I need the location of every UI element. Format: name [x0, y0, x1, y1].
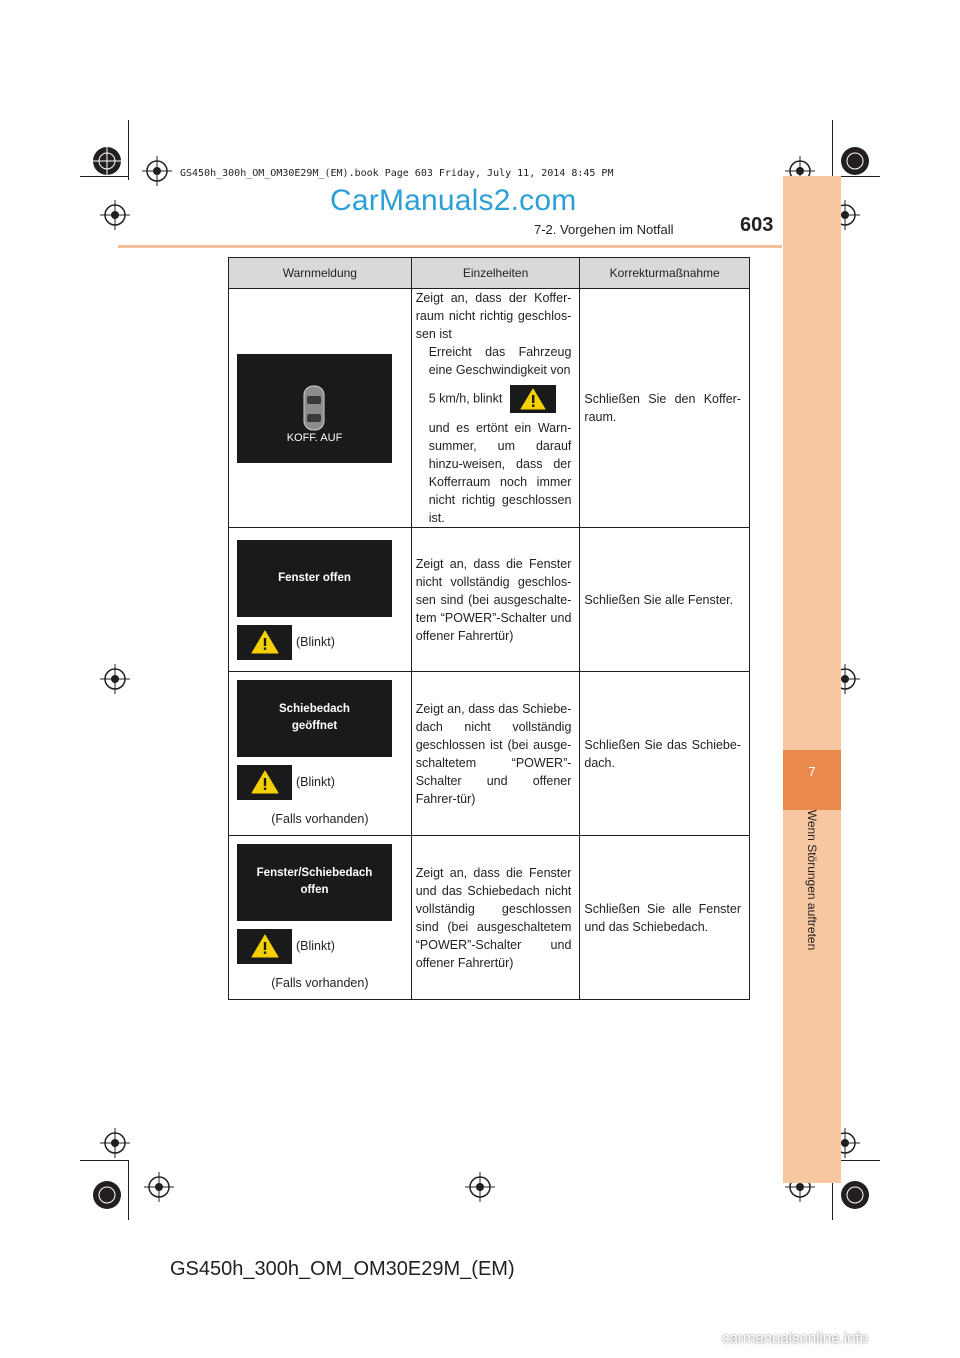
site-footer-link[interactable]: carmanualsonline.info: [722, 1330, 868, 1347]
display-text: KOFF. AUF: [286, 431, 343, 444]
table-row: [229, 836, 750, 1000]
display-text: Schiebedach geöffnet: [279, 703, 350, 732]
column-header: Warnmeldung: [229, 258, 412, 289]
registration-mark-icon: [100, 1128, 130, 1158]
warning-triangle-icon: [510, 385, 556, 413]
display-text: Fenster/Schiebedach offen: [256, 867, 373, 896]
details-cell: [411, 836, 580, 1000]
display-screen: [237, 844, 392, 921]
registration-mark-icon: [92, 146, 122, 176]
action-text: Schließen Sie den Koffer-raum.: [584, 392, 741, 424]
details-subtext: Erreicht das Fahrzeug eine Geschwindigkeit von: [428, 345, 572, 377]
crop-line: [128, 1160, 129, 1220]
document-id: GS450h_300h_OM_OM30E29M_(EM): [170, 1258, 515, 1280]
action-cell: [580, 289, 750, 528]
table-row: [229, 528, 750, 672]
warning-table: [228, 257, 750, 1000]
details-cell: [411, 289, 580, 528]
blink-indicator: [237, 625, 403, 660]
table-row: [229, 289, 750, 528]
chapter-number: 7: [808, 764, 816, 779]
crop-line: [128, 120, 129, 180]
warning-triangle-icon: [237, 929, 292, 964]
table-header-row: [229, 258, 750, 289]
crop-line: [80, 176, 128, 177]
details-text: Zeigt an, dass das Schiebe-dach nicht vollständig geschlossen ist (bei ausge-schaltetem “POWER”-Schalter und offener Fahrer-tür): [415, 701, 572, 806]
crop-line: [80, 1160, 128, 1161]
registration-mark-icon: [840, 1180, 870, 1210]
warning-triangle-icon: [237, 765, 292, 800]
display-text: Fenster offen: [278, 571, 351, 584]
blink-indicator: [237, 765, 403, 800]
details-subtext: 5 km/h, blinkt: [428, 391, 503, 406]
registration-mark-icon: [92, 1180, 122, 1210]
details-subtext: und es ertönt ein Warn-summer, um darauf hinzu-weisen, dass der Kofferraum noch immer nicht richtig geschlossen ist.: [428, 421, 572, 525]
page-number: 603: [740, 214, 774, 236]
print-stamp: GS450h_300h_OM_OM30E29M_(EM).book Page 603 Friday, July 11, 2014 8:45 PM: [180, 168, 614, 179]
warning-message-cell: [229, 672, 412, 836]
action-cell: [580, 836, 750, 1000]
car-top-view-icon: [301, 384, 327, 432]
registration-mark-icon: [840, 146, 870, 176]
warning-message-cell: [229, 528, 412, 672]
blink-label: (Blinkt): [296, 635, 335, 649]
crop-line: [832, 120, 833, 180]
table-row: [229, 672, 750, 836]
warning-message-cell: [229, 836, 412, 1000]
details-text: Zeigt an, dass der Koffer-raum nicht richtig geschlos-sen ist: [415, 291, 572, 341]
registration-mark-icon: [144, 1172, 174, 1202]
registration-mark-icon: [142, 156, 172, 186]
action-text: Schließen Sie alle Fenster.: [584, 592, 734, 607]
header-rule: [118, 245, 782, 248]
chapter-tab: [783, 750, 841, 810]
optional-label: (Falls vorhanden): [271, 975, 369, 990]
blink-label: (Blinkt): [296, 775, 335, 789]
section-title: 7-2. Vorgehen im Notfall: [534, 222, 674, 237]
details-cell: [411, 672, 580, 836]
display-screen: [237, 354, 392, 463]
registration-mark-icon: [100, 664, 130, 694]
chapter-title: Wenn Störungen auftreten: [805, 809, 819, 951]
registration-mark-icon: [100, 200, 130, 230]
action-text: Schließen Sie alle Fenster und das Schiebedach.: [584, 901, 741, 934]
details-cell: [411, 528, 580, 672]
column-header: Einzelheiten: [411, 258, 580, 289]
display-screen: [237, 540, 392, 617]
action-cell: [580, 672, 750, 836]
display-screen: [237, 680, 392, 757]
details-subtext-line: [416, 385, 572, 413]
column-header: Korrekturmaßnahme: [580, 258, 750, 289]
warning-message-cell: [229, 289, 412, 528]
warning-triangle-icon: [237, 625, 292, 660]
action-cell: [580, 528, 750, 672]
side-tab-band: [783, 176, 841, 1183]
blink-indicator: [237, 929, 403, 964]
watermark-logo[interactable]: CarManuals2.com: [330, 184, 577, 217]
details-text: Zeigt an, dass die Fenster nicht vollständig geschlos-sen sind (bei ausgeschalte-tem “POWER”-Schalter und offener Fahrertür): [415, 556, 572, 643]
action-text: Schließen Sie das Schiebe-dach.: [584, 737, 741, 770]
details-text: Zeigt an, dass die Fenster und das Schiebedach nicht vollständig geschlossen sind (bei ausgeschaltetem “POWER”-Schalter und offener Fahrertür): [415, 865, 572, 970]
optional-label: (Falls vorhanden): [271, 811, 369, 826]
registration-mark-icon: [465, 1172, 495, 1202]
blink-label: (Blinkt): [296, 939, 335, 953]
